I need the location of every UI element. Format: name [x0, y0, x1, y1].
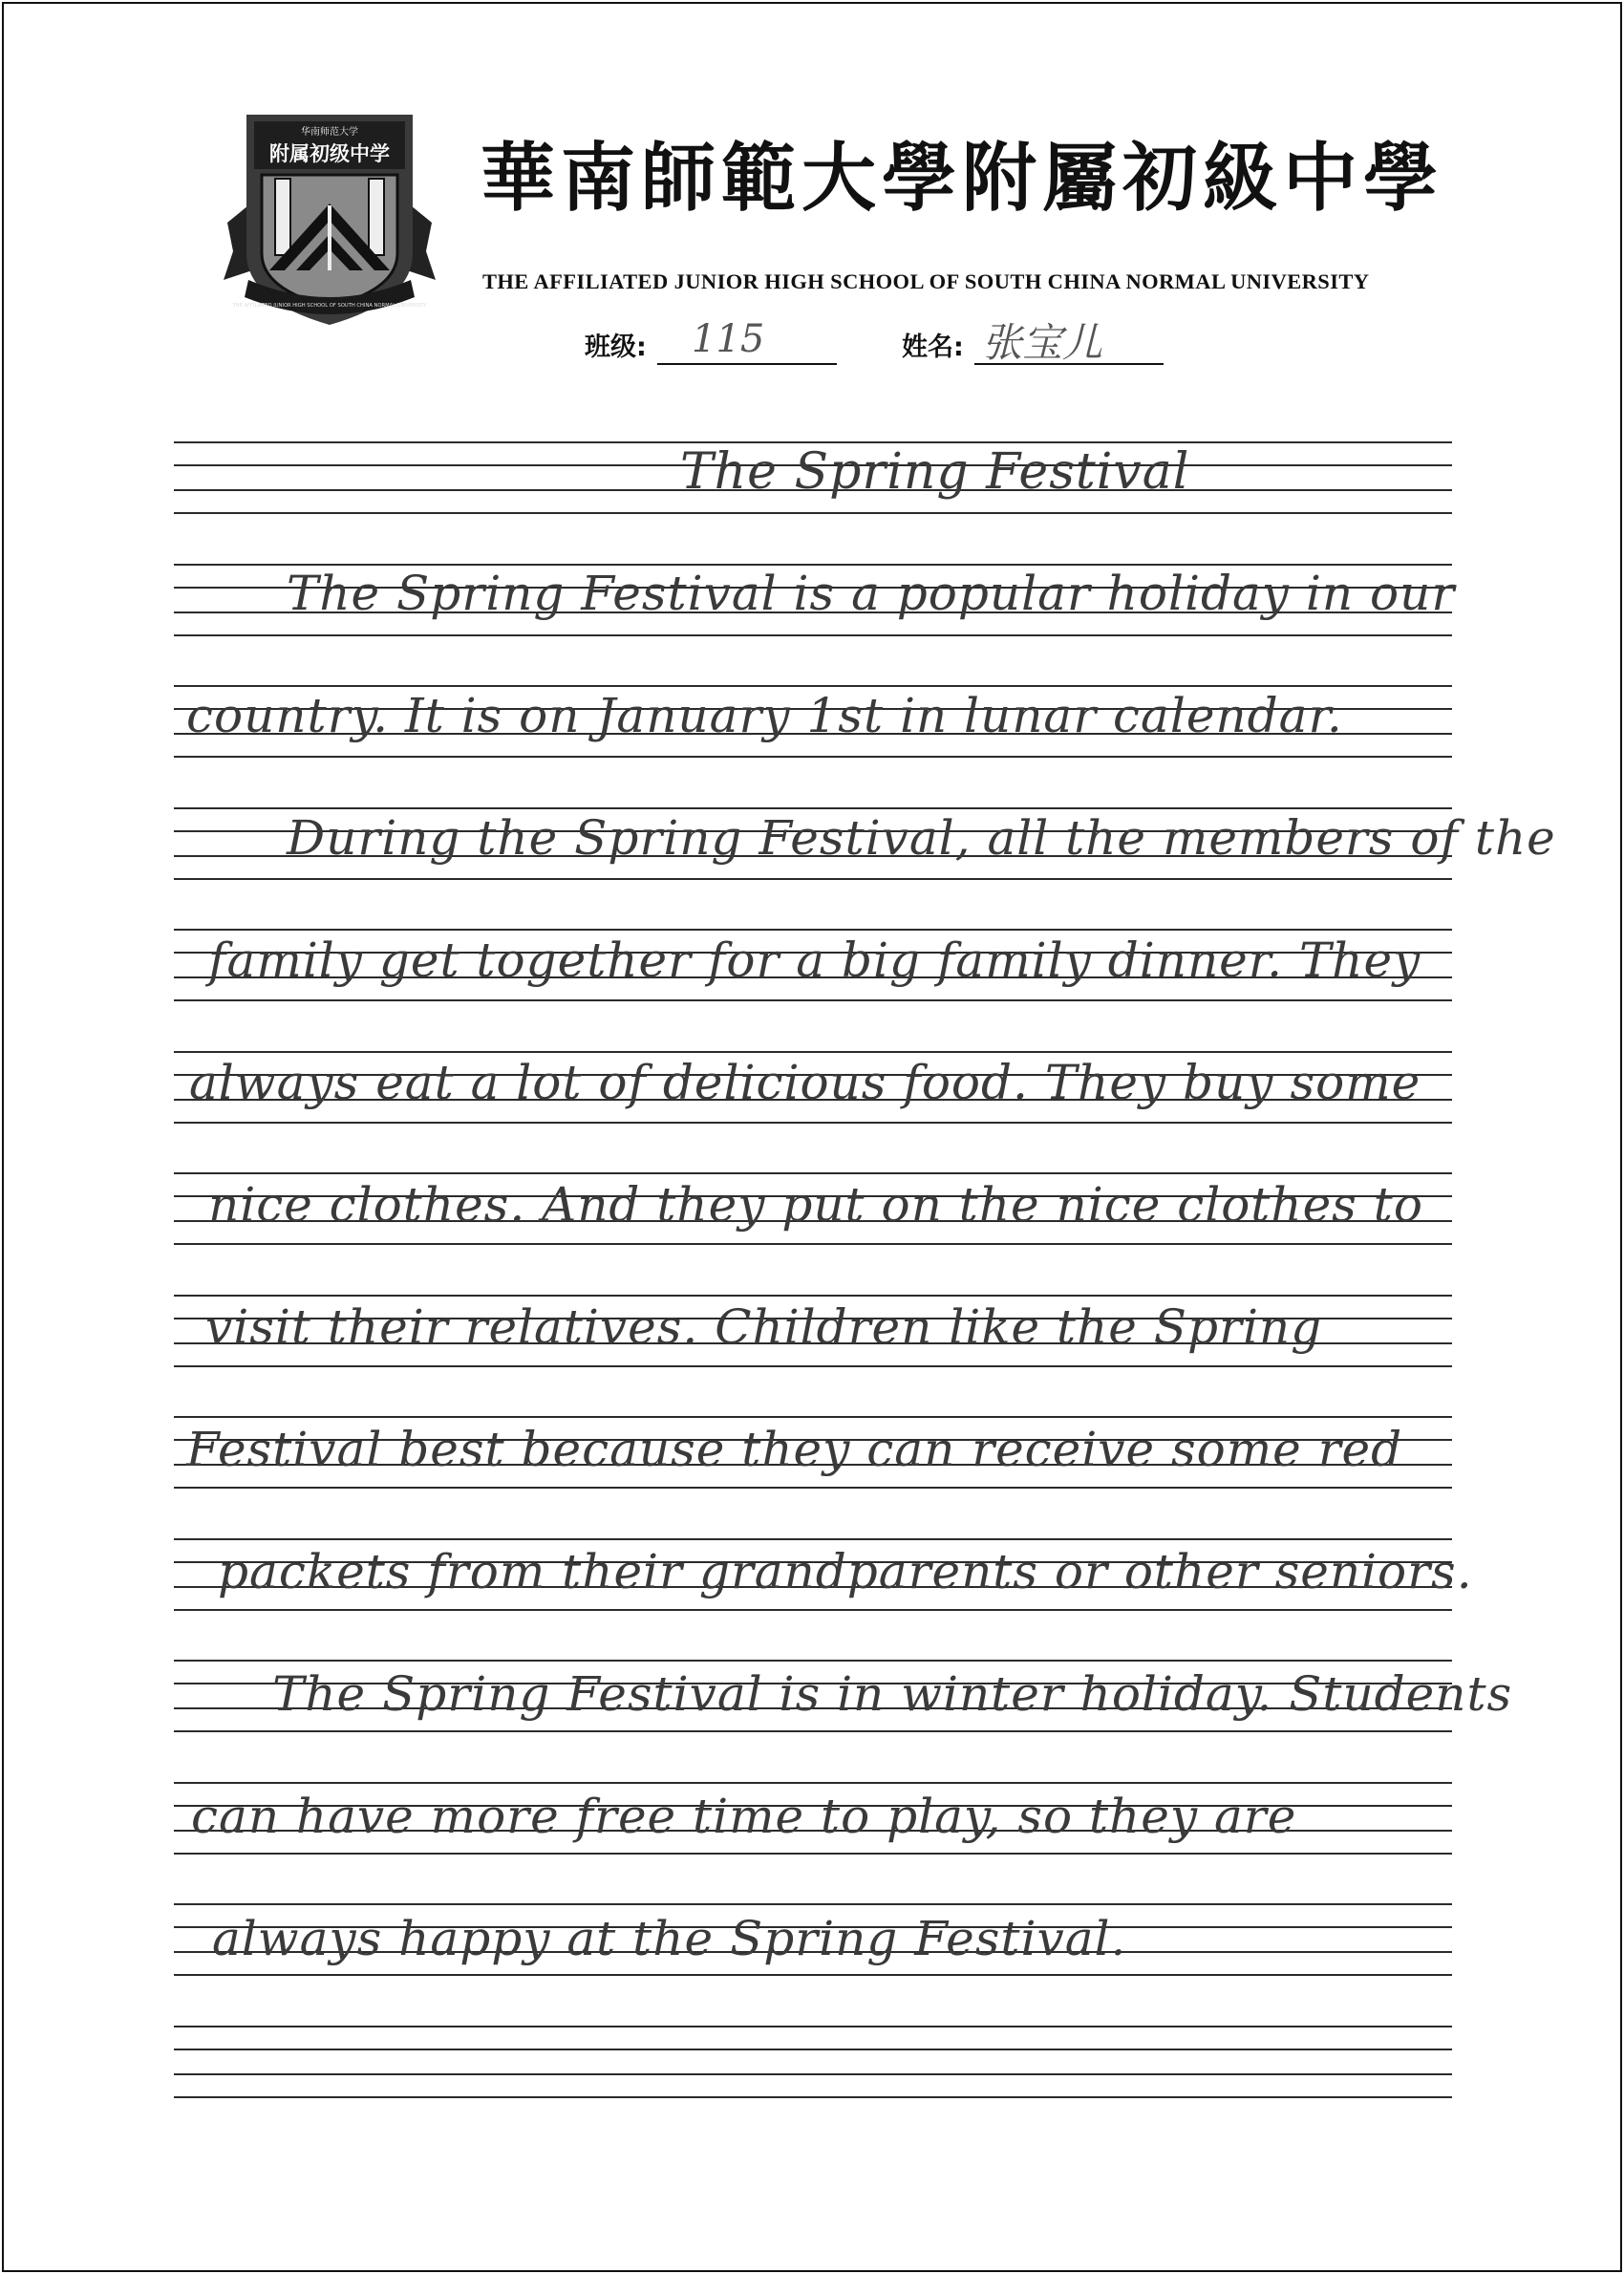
- essay-title: The Spring Festival: [680, 443, 1190, 501]
- rule-line: [174, 1172, 1452, 1174]
- essay-line: During the Spring Festival, all the members of the: [287, 810, 1556, 866]
- essay-line: The Spring Festival is a popular holiday in our: [287, 566, 1456, 621]
- rule-line: [174, 1416, 1452, 1418]
- rule-line: [174, 999, 1452, 1001]
- name-value: 张宝儿: [982, 319, 1103, 366]
- rule-line: [174, 878, 1452, 880]
- rule-line: [174, 2073, 1452, 2075]
- essay-line: packets from their grandparents or other seniors.: [218, 1544, 1473, 1599]
- rule-line: [174, 512, 1452, 514]
- class-value: 115: [692, 317, 765, 361]
- rule-line: [174, 1853, 1452, 1855]
- logo-text-main: 附属初级中学: [269, 142, 390, 165]
- school-name-chinese: 華南師範大學附屬初級中學: [481, 135, 1444, 222]
- essay-line: can have more free time to play, so they are: [191, 1789, 1297, 1844]
- essay-line: country. It is on January 1st in lunar calendar.: [186, 688, 1343, 743]
- rule-line: [174, 1487, 1452, 1489]
- rule-line: [174, 807, 1452, 809]
- rule-line: [174, 1974, 1452, 1976]
- school-crest-icon: [220, 110, 439, 330]
- logo-text-bottom: THE AFFILIATED JUNIOR HIGH SCHOOL OF SOUTH CHINA NORMAL UNIVERSITY: [232, 303, 427, 309]
- class-field-line: [657, 363, 837, 365]
- rule-line: [174, 1122, 1452, 1124]
- rule-line: [174, 685, 1452, 687]
- rule-line: [174, 1365, 1452, 1367]
- essay-line: always happy at the Spring Festival.: [212, 1911, 1127, 1966]
- name-label: 姓名:: [902, 333, 964, 362]
- essay-line: always eat a lot of delicious food. They buy some: [189, 1055, 1421, 1110]
- essay-line: family get together for a big family dinner. They: [208, 933, 1421, 988]
- essay-line: The Spring Festival is in winter holiday. Students: [272, 1666, 1513, 1722]
- rule-line: [174, 1295, 1452, 1297]
- rule-line: [174, 1609, 1452, 1611]
- essay-line: Festival best because they can receive some red: [186, 1422, 1403, 1477]
- class-label: 班级:: [585, 333, 647, 362]
- essay-line: visit their relatives. Children like the Spring: [205, 1299, 1323, 1355]
- rule-line: [174, 1660, 1452, 1662]
- rule-line: [174, 1730, 1452, 1732]
- logo-text-top: 华南师范大学: [301, 127, 358, 138]
- rule-line: [174, 2026, 1452, 2027]
- rule-line: [174, 756, 1452, 758]
- school-name-english: THE AFFILIATED JUNIOR HIGH SCHOOL OF SOUTH CHINA NORMAL UNIVERSITY: [482, 269, 1370, 293]
- essay-line: nice clothes. And they put on the nice clothes to: [208, 1177, 1423, 1233]
- rule-line: [174, 2096, 1452, 2098]
- rule-line: [174, 929, 1452, 931]
- rule-line: [174, 1903, 1452, 1905]
- rule-line: [174, 2049, 1452, 2050]
- rule-line: [174, 1538, 1452, 1540]
- rule-line: [174, 1782, 1452, 1784]
- rule-line: [174, 1051, 1452, 1053]
- rule-line: [174, 1243, 1452, 1245]
- rule-line: [174, 634, 1452, 636]
